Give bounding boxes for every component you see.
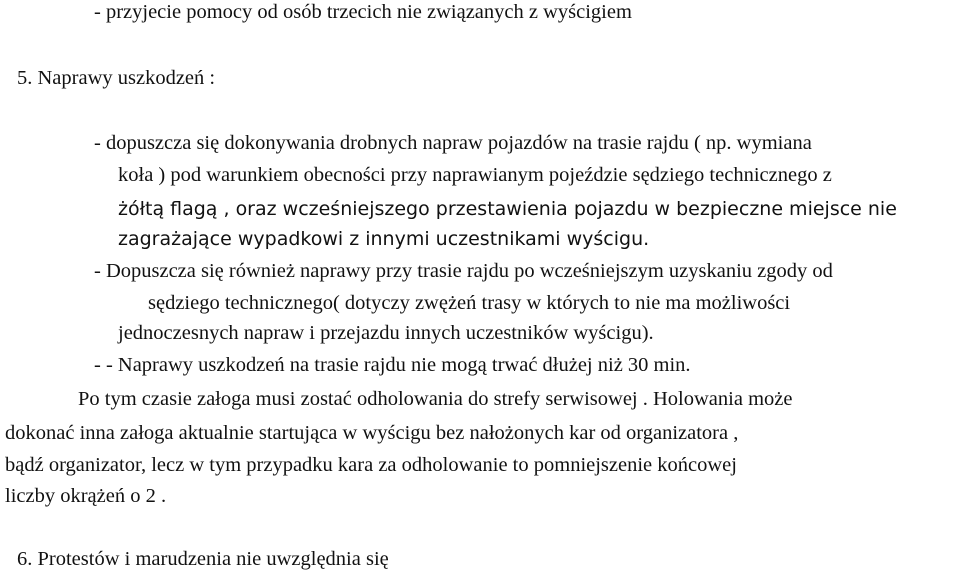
text-line-6: zagrażające wypadkowi z innymi uczestnikami wyścigu. — [118, 228, 650, 250]
text-line-13: bądź organizator, lecz w tym przypadku kara za odholowanie to pomniejszenie końcowej — [5, 454, 737, 476]
text-line-10: - - Naprawy uszkodzeń na trasie rajdu nie mogą trwać dłużej niż 30 min. — [94, 354, 691, 376]
section-heading-6: 6. Protestów i marudzenia nie uwzględnia się — [17, 548, 389, 570]
text-line-8: sędziego technicznego( dotyczy zwężeń trasy w których to nie ma możliwości — [148, 292, 791, 314]
text-line-11: Po tym czasie załoga musi zostać odholowania do strefy serwisowej . Holowania może — [78, 388, 793, 410]
text-line-7: - Dopuszcza się również naprawy przy trasie rajdu po wcześniejszym uzyskaniu zgody od — [94, 260, 833, 282]
section-heading-5: 5. Naprawy uszkodzeń : — [17, 67, 216, 89]
text-line-3: - dopuszcza się dokonywania drobnych napraw pojazdów na trasie rajdu ( np. wymiana — [94, 132, 812, 154]
text-line-4: koła ) pod warunkiem obecności przy naprawianym pojeździe sędziego technicznego z — [118, 164, 832, 186]
text-line-1: - przyjecie pomocy od osób trzecich nie związanych z wyścigiem — [94, 1, 632, 23]
text-line-12: dokonać inna załoga aktualnie startująca w wyścigu bez nałożonych kar od organizatora , — [5, 422, 739, 444]
text-line-9: jednoczesnych napraw i przejazdu innych uczestników wyścigu). — [118, 322, 654, 344]
text-line-14: liczby okrążeń o 2 . — [5, 485, 167, 507]
text-line-5: żółtą flagą , oraz wcześniejszego przestawienia pojazdu w bezpieczne miejsce nie — [118, 198, 897, 220]
